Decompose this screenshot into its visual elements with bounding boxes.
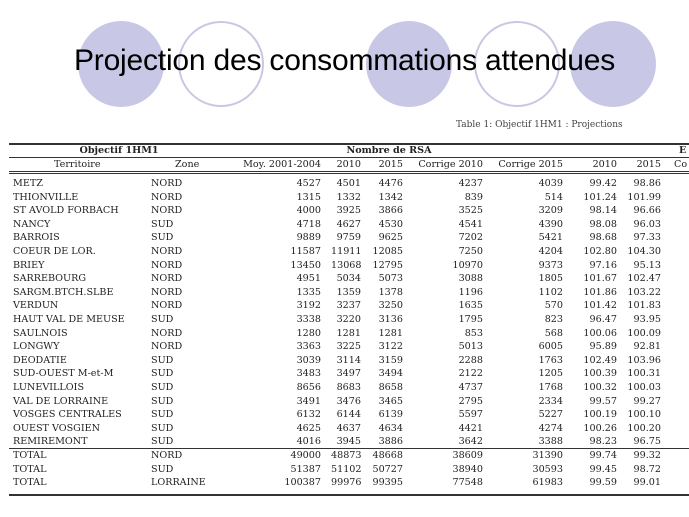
table-cell-pct2015: 102.47 bbox=[627, 273, 661, 285]
table-cell-pct2015: 100.09 bbox=[627, 327, 661, 339]
table-cell-corr2015: 2334 bbox=[538, 395, 563, 407]
table-cell-corr2015: 568 bbox=[544, 327, 563, 339]
table-cell-territoire: VERDUN bbox=[13, 300, 59, 312]
table-cell-moy: 1315 bbox=[296, 191, 321, 203]
table-cell-pct2010: 99.42 bbox=[589, 178, 617, 189]
table-cell-pct2010: 98.68 bbox=[589, 232, 617, 244]
column-header-2015: 2015 bbox=[378, 159, 403, 170]
table-cell-pct2015: 95.13 bbox=[633, 259, 661, 271]
table-cell-zone: NORD bbox=[151, 178, 183, 189]
table-cell-pct2010: 98.23 bbox=[589, 436, 617, 448]
table-cell-zone: SUD bbox=[151, 354, 174, 366]
table-cell-moy: 1280 bbox=[296, 327, 321, 339]
table-cell-corr2015: 570 bbox=[544, 300, 563, 312]
table-cell-corr2015: 30593 bbox=[532, 463, 563, 475]
table-cell-moy: 4625 bbox=[296, 422, 321, 434]
table-cell-pct2015: 100.31 bbox=[627, 368, 661, 380]
table-cell-pct2010: 99.57 bbox=[589, 395, 617, 407]
table-cell-zone: SUD bbox=[151, 463, 174, 475]
table-cell-territoire: SARREBOURG bbox=[13, 273, 87, 285]
table-cell-territoire: COEUR DE LOR. bbox=[13, 246, 96, 257]
table-cell-corr2015: 31390 bbox=[532, 450, 563, 461]
table-cell-zone: SUD bbox=[151, 368, 174, 380]
table-cell-corr2010: 38940 bbox=[452, 463, 483, 475]
table-cell-v2015: 3159 bbox=[378, 354, 403, 366]
table-cell-v2015: 3250 bbox=[378, 300, 403, 312]
table-cell-pct2015: 98.86 bbox=[633, 178, 661, 189]
table-cell-corr2010: 1196 bbox=[458, 286, 483, 298]
table-cell-zone: NORD bbox=[151, 191, 183, 203]
table-cell-corr2010: 4737 bbox=[458, 382, 483, 393]
table-cell-territoire: DEODATIE bbox=[13, 354, 67, 366]
table-cell-pct2015: 100.03 bbox=[627, 382, 661, 393]
table-cell-corr2010: 5013 bbox=[458, 341, 483, 353]
table-rule bbox=[9, 157, 689, 158]
table-cell-territoire: METZ bbox=[13, 178, 43, 189]
table-cell-corr2010: 2288 bbox=[458, 354, 483, 366]
table-cell-territoire: TOTAL bbox=[13, 450, 47, 461]
table-cell-moy: 6132 bbox=[296, 409, 321, 421]
table-cell-v2015: 4530 bbox=[378, 218, 403, 230]
table-cell-territoire: NANCY bbox=[13, 218, 51, 230]
table-cell-zone: NORD bbox=[151, 286, 183, 298]
table-cell-territoire: LONGWY bbox=[13, 341, 60, 353]
table-cell-corr2010: 2122 bbox=[458, 368, 483, 380]
table-cell-corr2010: 7250 bbox=[458, 246, 483, 257]
table-cell-pct2015: 101.83 bbox=[627, 300, 661, 312]
table-cell-v2010: 3237 bbox=[336, 300, 361, 312]
table-cell-corr2015: 4204 bbox=[538, 246, 563, 257]
table-cell-v2010: 51102 bbox=[331, 463, 362, 475]
table-cell-corr2010: 10970 bbox=[452, 259, 483, 271]
table-cell-v2010: 99976 bbox=[331, 477, 362, 489]
table-cell-corr2010: 7202 bbox=[458, 232, 483, 244]
table-cell-v2010: 4637 bbox=[336, 422, 361, 434]
table-cell-v2010: 48873 bbox=[331, 450, 362, 461]
table-cell-corr2015: 6005 bbox=[538, 341, 563, 353]
table-cell-moy: 13450 bbox=[290, 259, 321, 271]
table-cell-pct2015: 96.75 bbox=[633, 436, 661, 448]
table-cell-corr2010: 853 bbox=[464, 327, 483, 339]
table-cell-corr2010: 3525 bbox=[458, 205, 483, 217]
table-cell-pct2010: 101.24 bbox=[583, 191, 617, 203]
slide-title: Projection des consommations attendues bbox=[73, 44, 616, 77]
table-cell-corr2015: 514 bbox=[544, 191, 563, 203]
table-cell-zone: NORD bbox=[151, 300, 183, 312]
table-rule bbox=[9, 173, 689, 174]
table-cell-v2015: 1342 bbox=[378, 191, 403, 203]
table-cell-v2015: 3866 bbox=[378, 205, 403, 217]
table-cell-moy: 100387 bbox=[284, 477, 321, 489]
table-cell-corr2010: 3642 bbox=[458, 436, 483, 448]
table-cell-pct2015: 99.32 bbox=[633, 450, 661, 461]
table-cell-territoire: OUEST VOSGIEN bbox=[13, 422, 101, 434]
table-cell-territoire: TOTAL bbox=[13, 477, 47, 489]
table-cell-pct2010: 95.89 bbox=[589, 341, 617, 353]
table-cell-corr2010: 38609 bbox=[452, 450, 483, 461]
table-cell-v2015: 1281 bbox=[378, 327, 403, 339]
table-cell-zone: SUD bbox=[151, 422, 174, 434]
table-cell-v2010: 3114 bbox=[336, 354, 361, 366]
table-cell-moy: 4951 bbox=[296, 273, 321, 285]
table-cell-v2010: 4627 bbox=[336, 218, 361, 230]
table-cell-zone: SUD bbox=[151, 436, 174, 448]
table-cell-corr2015: 1205 bbox=[538, 368, 563, 380]
table-cell-corr2015: 1102 bbox=[538, 286, 563, 298]
table-cell-pct2010: 102.80 bbox=[583, 246, 617, 257]
table-cell-zone: SUD bbox=[151, 382, 174, 393]
table-cell-moy: 9889 bbox=[296, 232, 321, 244]
table-cell-territoire: LUNEVILLOIS bbox=[13, 382, 85, 393]
table-cell-corr2015: 1768 bbox=[538, 382, 563, 393]
table-cell-corr2015: 9373 bbox=[538, 259, 563, 271]
table-cell-zone: SUD bbox=[151, 314, 174, 325]
table-cell-corr2010: 1795 bbox=[458, 314, 483, 325]
table-rule bbox=[9, 494, 689, 496]
table-cell-v2015: 4634 bbox=[378, 422, 403, 434]
table-cell-v2015: 3465 bbox=[378, 395, 403, 407]
table-cell-v2015: 3494 bbox=[378, 368, 403, 380]
table-cell-v2010: 1332 bbox=[336, 191, 361, 203]
table-cell-zone: NORD bbox=[151, 327, 183, 339]
table-rule bbox=[9, 448, 689, 449]
table-cell-pct2015: 96.03 bbox=[633, 218, 661, 230]
table-cell-corr2015: 5421 bbox=[538, 232, 563, 244]
table-cell-pct2010: 100.26 bbox=[583, 422, 617, 434]
table-cell-territoire: ST AVOLD FORBACH bbox=[13, 205, 119, 217]
table-cell-corr2010: 4541 bbox=[458, 218, 483, 230]
table-cell-v2010: 5034 bbox=[336, 273, 361, 285]
table-cell-corr2015: 61983 bbox=[532, 477, 563, 489]
table-cell-pct2010: 100.06 bbox=[583, 327, 617, 339]
table-cell-pct2015: 99.27 bbox=[633, 395, 661, 407]
table-cell-zone: SUD bbox=[151, 409, 174, 421]
table-cell-v2010: 1359 bbox=[336, 286, 361, 298]
column-header-pct-2010: 2010 bbox=[592, 159, 617, 170]
table-cell-v2015: 48668 bbox=[372, 450, 403, 461]
column-header-moy: Moy. 2001-2004 bbox=[243, 159, 321, 170]
table-cell-pct2010: 100.32 bbox=[583, 382, 617, 393]
table-cell-pct2015: 98.72 bbox=[633, 463, 661, 475]
table-cell-corr2015: 1763 bbox=[538, 354, 563, 366]
table-cell-v2010: 3945 bbox=[336, 436, 361, 448]
table-cell-moy: 51387 bbox=[290, 463, 321, 475]
table-cell-v2015: 3136 bbox=[378, 314, 403, 325]
group-header-objectif: Objectif 1HM1 bbox=[79, 145, 159, 156]
table-cell-moy: 3192 bbox=[296, 300, 321, 312]
table-cell-moy: 1335 bbox=[296, 286, 321, 298]
table-cell-corr2015: 3388 bbox=[538, 436, 563, 448]
table-cell-v2015: 1378 bbox=[378, 286, 403, 298]
table-cell-pct2010: 101.86 bbox=[583, 286, 617, 298]
column-header-corrige-2010: Corrige 2010 bbox=[418, 159, 483, 170]
table-cell-zone: NORD bbox=[151, 450, 183, 461]
column-header-zone: Zone bbox=[175, 159, 200, 170]
table-cell-territoire: BRIEY bbox=[13, 259, 45, 271]
table-cell-v2015: 12795 bbox=[372, 259, 403, 271]
table-cell-v2015: 99395 bbox=[372, 477, 403, 489]
table-cell-pct2010: 100.39 bbox=[583, 368, 617, 380]
table-cell-territoire: THIONVILLE bbox=[13, 191, 79, 203]
table-cell-pct2015: 99.01 bbox=[633, 477, 661, 489]
table-cell-corr2015: 1805 bbox=[538, 273, 563, 285]
table-cell-pct2010: 102.49 bbox=[583, 354, 617, 366]
table-cell-zone: SUD bbox=[151, 218, 174, 230]
table-cell-zone: NORD bbox=[151, 259, 183, 271]
table-cell-territoire: SARGM.BTCH.SLBE bbox=[13, 286, 114, 298]
table-rule bbox=[9, 171, 689, 172]
table-cell-v2015: 3122 bbox=[378, 341, 403, 353]
table-cell-territoire: HAUT VAL DE MEUSE bbox=[13, 314, 125, 325]
column-header-corrige-2015: Corrige 2015 bbox=[498, 159, 563, 170]
table-cell-corr2015: 3209 bbox=[538, 205, 563, 217]
table-cell-territoire: BARROIS bbox=[13, 232, 60, 244]
table-cell-v2015: 8658 bbox=[378, 382, 403, 393]
table-cell-zone: SUD bbox=[151, 232, 174, 244]
table-cell-pct2015: 93.95 bbox=[633, 314, 661, 325]
table-cell-zone: LORRAINE bbox=[151, 477, 206, 489]
table-cell-pct2015: 101.99 bbox=[627, 191, 661, 203]
table-cell-pct2010: 96.47 bbox=[589, 314, 617, 325]
table-cell-v2015: 5073 bbox=[378, 273, 403, 285]
table-cell-pct2015: 100.10 bbox=[627, 409, 661, 421]
table-cell-pct2010: 98.14 bbox=[589, 205, 617, 217]
table-cell-corr2010: 839 bbox=[464, 191, 483, 203]
table-cell-zone: NORD bbox=[151, 341, 183, 353]
table-cell-zone: NORD bbox=[151, 246, 183, 257]
column-header-territoire: Territoire bbox=[54, 159, 101, 170]
table-cell-v2010: 11911 bbox=[331, 246, 362, 257]
table-cell-corr2010: 2795 bbox=[458, 395, 483, 407]
table-cell-territoire: VOSGES CENTRALES bbox=[13, 409, 122, 421]
table-cell-moy: 3483 bbox=[296, 368, 321, 380]
table-cell-moy: 4016 bbox=[296, 436, 321, 448]
table-cell-territoire: SAULNOIS bbox=[13, 327, 68, 339]
table-cell-pct2010: 101.42 bbox=[583, 300, 617, 312]
table-cell-v2010: 4501 bbox=[336, 178, 361, 189]
table-cell-corr2015: 4390 bbox=[538, 218, 563, 230]
table-cell-pct2010: 99.45 bbox=[589, 463, 617, 475]
table-cell-v2010: 3497 bbox=[336, 368, 361, 380]
table-cell-pct2015: 103.22 bbox=[627, 286, 661, 298]
table-cell-v2015: 50727 bbox=[372, 463, 403, 475]
table-cell-v2010: 3220 bbox=[336, 314, 361, 325]
table-cell-corr2015: 4039 bbox=[538, 178, 563, 189]
table-cell-territoire: REMIREMONT bbox=[13, 436, 88, 448]
table-cell-pct2015: 100.20 bbox=[627, 422, 661, 434]
table-cell-territoire: SUD-OUEST M-et-M bbox=[13, 368, 114, 380]
table-cell-territoire: TOTAL bbox=[13, 463, 47, 475]
table-cell-moy: 49000 bbox=[290, 450, 321, 461]
table-cell-corr2010: 77548 bbox=[452, 477, 483, 489]
table-cell-corr2015: 4274 bbox=[538, 422, 563, 434]
table-cell-pct2010: 101.67 bbox=[583, 273, 617, 285]
table-cell-v2015: 3886 bbox=[378, 436, 403, 448]
table-cell-corr2010: 4237 bbox=[458, 178, 483, 189]
table-cell-v2015: 12085 bbox=[372, 246, 403, 257]
table-cell-moy: 11587 bbox=[290, 246, 321, 257]
table-cell-moy: 3338 bbox=[296, 314, 321, 325]
group-header-e: E bbox=[679, 145, 687, 156]
table-cell-zone: NORD bbox=[151, 273, 183, 285]
group-header-nombre-rsa: Nombre de RSA bbox=[346, 145, 432, 156]
table-cell-moy: 3491 bbox=[296, 395, 321, 407]
table-cell-corr2010: 1635 bbox=[458, 300, 483, 312]
table-cell-zone: SUD bbox=[151, 395, 174, 407]
table-cell-moy: 4000 bbox=[296, 205, 321, 217]
table-cell-v2015: 4476 bbox=[378, 178, 403, 189]
table-cell-pct2015: 104.30 bbox=[627, 246, 661, 257]
table-cell-v2010: 1281 bbox=[336, 327, 361, 339]
table-cell-moy: 3039 bbox=[296, 354, 321, 366]
table-caption: Table 1: Objectif 1HM1 : Projections bbox=[456, 120, 623, 130]
table-cell-v2015: 6139 bbox=[378, 409, 403, 421]
table-cell-moy: 3363 bbox=[296, 341, 321, 353]
table-cell-v2010: 3925 bbox=[336, 205, 361, 217]
table-cell-corr2010: 4421 bbox=[458, 422, 483, 434]
table-cell-pct2015: 92.81 bbox=[633, 341, 661, 353]
table-cell-v2010: 6144 bbox=[336, 409, 361, 421]
table-cell-pct2010: 97.16 bbox=[589, 259, 617, 271]
table-cell-corr2010: 3088 bbox=[458, 273, 483, 285]
table-cell-v2010: 9759 bbox=[336, 232, 361, 244]
column-header-co: Co bbox=[674, 159, 688, 170]
column-header-2010: 2010 bbox=[336, 159, 361, 170]
table-cell-moy: 4718 bbox=[296, 218, 321, 230]
table-cell-v2015: 9625 bbox=[378, 232, 403, 244]
table-cell-pct2010: 98.08 bbox=[589, 218, 617, 230]
table-cell-territoire: VAL DE LORRAINE bbox=[13, 395, 109, 407]
table-cell-pct2010: 100.19 bbox=[583, 409, 617, 421]
column-header-pct-2015: 2015 bbox=[636, 159, 661, 170]
table-cell-pct2015: 96.66 bbox=[633, 205, 661, 217]
table-cell-pct2015: 103.96 bbox=[627, 354, 661, 366]
table-cell-pct2015: 97.33 bbox=[633, 232, 661, 244]
table-cell-moy: 4527 bbox=[296, 178, 321, 189]
table-cell-moy: 8656 bbox=[296, 382, 321, 393]
table-cell-pct2010: 99.59 bbox=[589, 477, 617, 489]
table-cell-v2010: 3476 bbox=[336, 395, 361, 407]
table-cell-v2010: 13068 bbox=[331, 259, 362, 271]
table-cell-v2010: 3225 bbox=[336, 341, 361, 353]
table-cell-zone: NORD bbox=[151, 205, 183, 217]
projection-table bbox=[9, 142, 689, 497]
table-cell-corr2010: 5597 bbox=[458, 409, 483, 421]
table-cell-v2010: 8683 bbox=[336, 382, 361, 393]
table-cell-corr2015: 5227 bbox=[538, 409, 563, 421]
table-cell-pct2010: 99.74 bbox=[589, 450, 617, 461]
table-cell-corr2015: 823 bbox=[544, 314, 563, 325]
